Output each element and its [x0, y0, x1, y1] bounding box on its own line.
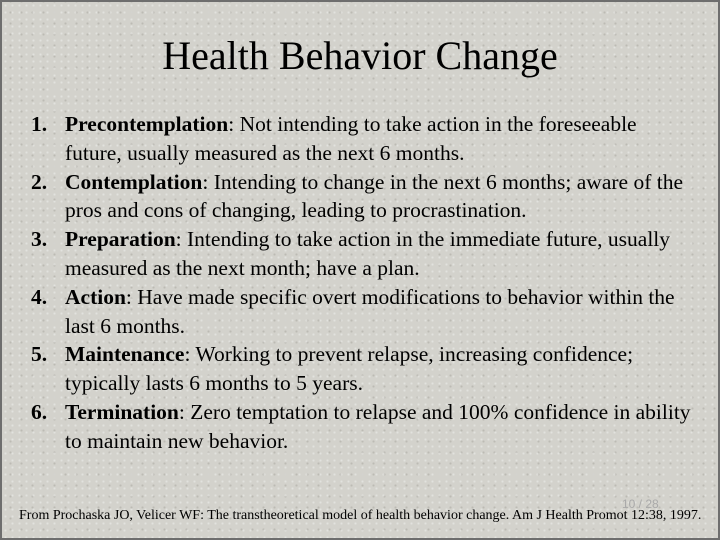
stage-description: : Intending to change in the next 6 months; aware of the pros and cons of changing, leading to procrastination.	[65, 169, 684, 223]
stage-term: Maintenance	[65, 342, 185, 367]
list-item	[31, 110, 691, 168]
item-number: 4.	[31, 284, 48, 309]
slide-title: Health Behavior Change	[162, 33, 558, 78]
list-item	[31, 225, 691, 283]
list-item	[31, 398, 691, 456]
item-body	[65, 340, 691, 398]
stage-term: Action	[65, 284, 126, 309]
page-number: 10 / 28	[622, 497, 659, 511]
citation: From Prochaska JO, Velicer WF: The transtheoretical model of health behavior change. Am J Health Promot 12:38, 1997.	[19, 508, 702, 523]
item-body	[65, 110, 691, 168]
list-item	[31, 340, 691, 398]
item-number: 3.	[31, 227, 48, 252]
list-item	[31, 168, 691, 226]
stage-description: : Have made specific overt modifications to behavior within the last 6 months.	[65, 284, 675, 338]
stage-description: : Working to prevent relapse, increasing confidence; typically lasts 6 months to 5 years.	[65, 342, 634, 396]
stage-term: Termination	[65, 399, 179, 424]
stage-description: : Not intending to take action in the foreseeable future, usually measured as the next 6 months.	[65, 112, 637, 165]
stage-term: Precontemplation	[65, 112, 229, 136]
list-item	[31, 283, 691, 341]
stage-list	[31, 110, 691, 456]
item-number: 1.	[31, 112, 48, 136]
item-body	[65, 225, 691, 283]
item-number: 6.	[31, 399, 48, 424]
item-number: 5.	[31, 342, 48, 367]
item-body	[65, 398, 691, 456]
stage-description: : Intending to take action in the immediate future, usually measured as the next month; have a plan.	[65, 227, 671, 280]
item-body	[65, 168, 691, 226]
stage-term: Contemplation	[65, 169, 203, 194]
stage-term: Preparation	[65, 227, 176, 252]
item-number: 2.	[31, 169, 48, 194]
stage-description: : Zero temptation to relapse and 100% confidence in ability to maintain new behavior.	[65, 399, 691, 453]
item-body	[65, 283, 691, 341]
